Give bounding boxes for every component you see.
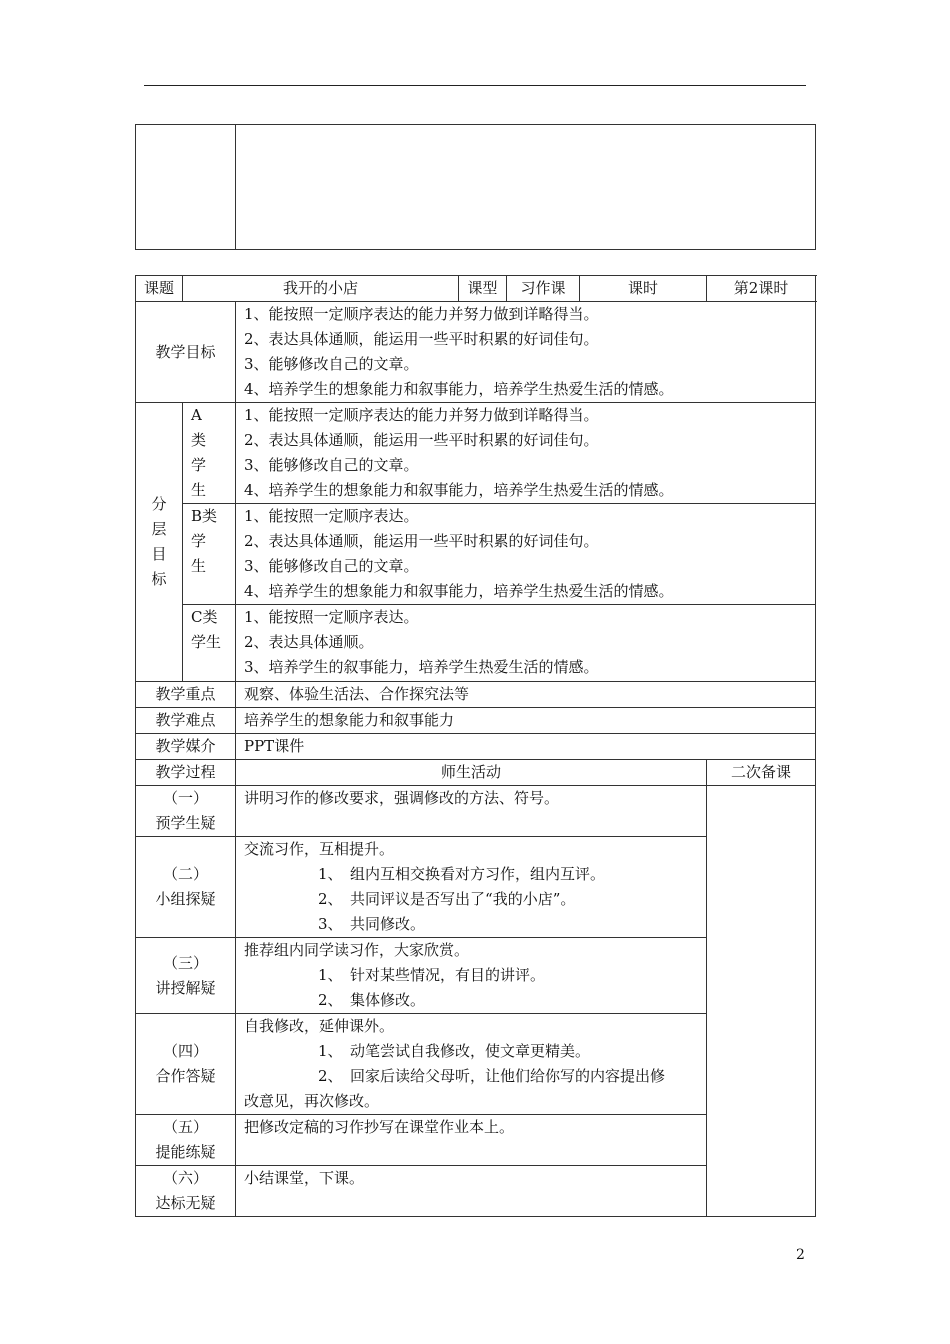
second-prep-header: 二次备课 xyxy=(707,760,816,786)
step-lead: 自我修改，延伸课外。 xyxy=(244,1017,395,1035)
step-label xyxy=(136,786,236,837)
media-text: PPT课件 xyxy=(236,734,816,760)
layer-c-label-line: 学生 xyxy=(191,633,222,651)
layer-c-row xyxy=(136,605,816,682)
step-item: 1、 针对某些情况，有目的讲评。 xyxy=(318,966,546,984)
period-label: 课时 xyxy=(580,276,707,302)
layer-a-item: 3、能够修改自己的文章。 xyxy=(244,456,419,474)
layer-a-label xyxy=(183,403,236,504)
step-item: 1、 组内互相交换看对方习作，组内互评。 xyxy=(318,865,606,883)
step-label xyxy=(136,1166,236,1217)
goal-item: 2、表达具体通顺，能运用一些平时积累的好词佳句。 xyxy=(244,330,599,348)
layer-c-label xyxy=(183,605,236,682)
step-name: 预学生疑 xyxy=(155,814,216,832)
step-name: 达标无疑 xyxy=(155,1194,216,1212)
step-content xyxy=(236,1014,707,1115)
step-num: （四） xyxy=(162,1042,208,1060)
difficulty-text: 培养学生的想象能力和叙事能力 xyxy=(236,708,816,734)
layered-label-char: 目 xyxy=(151,545,167,563)
media-row xyxy=(136,734,816,760)
layered-label-char: 标 xyxy=(151,570,167,588)
layer-c-item: 1、能按照一定顺序表达。 xyxy=(244,608,419,626)
step-label xyxy=(136,837,236,938)
key-point-label: 教学重点 xyxy=(136,682,236,708)
step-item: 3、 共同修改。 xyxy=(318,915,426,933)
step-content xyxy=(236,837,707,938)
step-label xyxy=(136,1014,236,1115)
layer-b-item: 4、培养学生的想象能力和叙事能力，培养学生热爱生活的情感。 xyxy=(244,582,674,600)
layer-c-item: 3、培养学生的叙事能力，培养学生热爱生活的情感。 xyxy=(244,658,599,676)
layer-b-label-line: B类 xyxy=(191,507,218,525)
step-content xyxy=(236,786,707,837)
layer-a-row xyxy=(136,403,816,504)
title-label: 课题 xyxy=(136,276,183,302)
step-content xyxy=(236,1166,707,1217)
step-num: （三） xyxy=(162,953,208,972)
layered-label-char: 层 xyxy=(151,520,167,538)
layer-c-item: 2、表达具体通顺。 xyxy=(244,633,374,651)
step-num: （五） xyxy=(162,1118,208,1136)
layer-b-label-line: 生 xyxy=(191,557,207,575)
goals-row xyxy=(136,302,816,403)
difficulty-label: 教学难点 xyxy=(136,708,236,734)
step-num: （一） xyxy=(162,789,208,807)
step-item-continued: 改意见，再次修改。 xyxy=(244,1092,380,1110)
key-point-row xyxy=(136,682,816,708)
layer-a-content xyxy=(236,403,816,504)
layer-a-label-line: 生 xyxy=(191,481,207,499)
layer-b-item: 3、能够修改自己的文章。 xyxy=(244,557,419,575)
goals-label: 教学目标 xyxy=(136,302,236,403)
layer-b-row xyxy=(136,504,816,605)
layer-a-item: 1、能按照一定顺序表达的能力并努力做到详略得当。 xyxy=(244,406,599,424)
step-item: 2、 回家后读给父母听，让他们给你写的内容提出修 xyxy=(318,1067,666,1085)
header-rule xyxy=(144,85,806,86)
step-lead: 交流习作，互相提升。 xyxy=(244,840,395,858)
second-prep-cell xyxy=(707,786,816,1217)
step-content xyxy=(236,938,707,1014)
layered-label-char: 分 xyxy=(151,495,167,513)
header-row xyxy=(136,276,816,302)
layer-b-item: 1、能按照一定顺序表达。 xyxy=(244,507,419,525)
step-name: 合作答疑 xyxy=(155,1067,216,1085)
step-row-1 xyxy=(136,786,816,837)
layer-c-content xyxy=(236,605,816,682)
layer-a-label-line: 学 xyxy=(191,456,207,474)
difficulty-row xyxy=(136,708,816,734)
step-num: （六） xyxy=(162,1169,208,1187)
empty-cell-right xyxy=(236,125,816,250)
step-item: 2、 共同评议是否写出了“我的小店”。 xyxy=(318,890,576,908)
empty-cell-left xyxy=(136,125,236,250)
page-number: 2 xyxy=(796,1247,805,1263)
layer-a-item: 2、表达具体通顺，能运用一些平时积累的好词佳句。 xyxy=(244,431,599,449)
step-name: 小组探疑 xyxy=(155,890,216,908)
goal-item: 3、能够修改自己的文章。 xyxy=(244,355,419,373)
step-lead: 小结课堂，下课。 xyxy=(244,1169,365,1187)
media-label: 教学媒介 xyxy=(136,734,236,760)
lesson-period: 第2课时 xyxy=(707,276,816,302)
lesson-type: 习作课 xyxy=(507,276,580,302)
top-empty-table xyxy=(135,124,816,250)
layer-a-label-line: 类 xyxy=(191,431,207,449)
process-label: 教学过程 xyxy=(136,760,236,786)
step-label xyxy=(136,1115,236,1166)
lesson-title xyxy=(183,276,459,302)
lesson-plan-table xyxy=(135,275,816,1217)
step-lead: 把修改定稿的习作抄写在课堂作业本上。 xyxy=(244,1118,515,1136)
step-lead: 推荐组内同学读习作，大家欣赏。 xyxy=(244,941,470,959)
activity-header: 师生活动 xyxy=(236,760,707,786)
process-header-row xyxy=(136,760,816,786)
step-lead: 讲明习作的修改要求，强调修改的方法、符号。 xyxy=(244,789,560,807)
step-item: 2、 集体修改。 xyxy=(318,991,426,1009)
layer-b-label-line: 学 xyxy=(191,532,207,550)
step-num: （二） xyxy=(162,865,208,883)
layer-a-item: 4、培养学生的想象能力和叙事能力，培养学生热爱生活的情感。 xyxy=(244,481,674,499)
layer-a-label-line: A xyxy=(191,406,202,424)
step-item: 1、 动笔尝试自我修改，使文章更精美。 xyxy=(318,1042,591,1060)
key-point-text: 观察、体验生活法、合作探究法等 xyxy=(236,682,816,708)
step-label xyxy=(136,938,236,1014)
layer-b-item: 2、表达具体通顺，能运用一些平时积累的好词佳句。 xyxy=(244,532,599,550)
goal-item: 4、培养学生的想象能力和叙事能力，培养学生热爱生活的情感。 xyxy=(244,380,674,398)
goals-content xyxy=(236,302,816,403)
type-label: 课型 xyxy=(459,276,507,302)
goal-item: 1、能按照一定顺序表达的能力并努力做到详略得当。 xyxy=(244,305,599,323)
lesson-title-text: 我开的小店 xyxy=(283,279,359,297)
step-name: 讲授解疑 xyxy=(155,978,216,997)
layer-c-label-line: C类 xyxy=(191,608,218,626)
step-content xyxy=(236,1115,707,1166)
step-name: 提能练疑 xyxy=(155,1143,216,1161)
layer-b-content xyxy=(236,504,816,605)
layer-b-label xyxy=(183,504,236,605)
layered-goals-label xyxy=(136,403,183,682)
